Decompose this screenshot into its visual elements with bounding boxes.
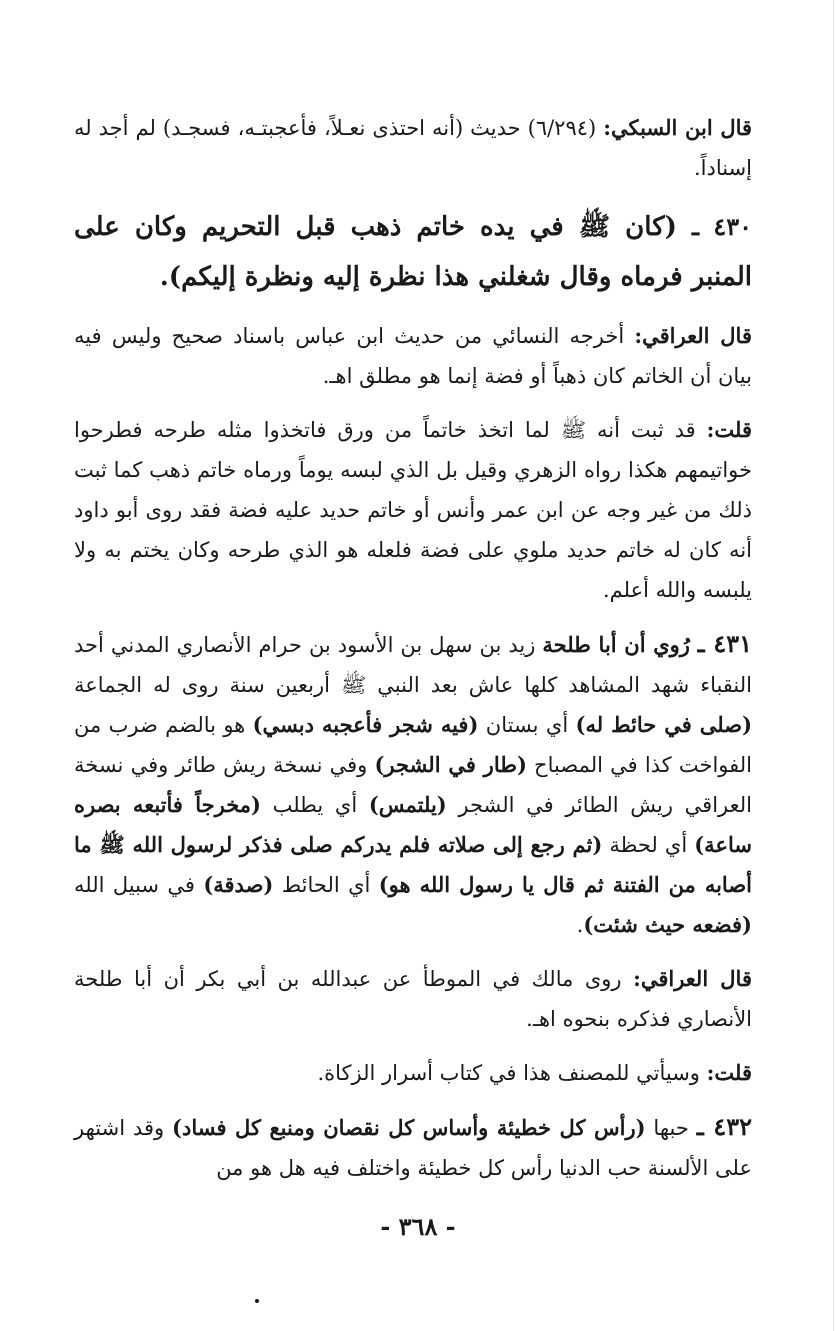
paragraph-text: أخرجه النسائي من حديث ابن عباس باسناد صحيح وليس فيه بيان أن الخاتم كان ذهباً أو فضة إنما هو مطلق اهـ. bbox=[74, 324, 752, 388]
book-page-body bbox=[74, 108, 752, 1202]
commentary-segment: في سبيل الله bbox=[74, 873, 204, 897]
bold-quote-segment: (فيه شجر فأعجبه دبسي) bbox=[252, 712, 479, 737]
bold-quote-segment: رُوي أن أبا طلحة bbox=[542, 632, 698, 657]
paragraph-text: وسيأتي للمصنف هذا في كتاب أسرار الزكاة. bbox=[317, 1061, 707, 1085]
bold-quote-segment: (فضعه حيث شئت) bbox=[583, 912, 752, 937]
commentary-segment: . bbox=[576, 913, 584, 937]
paragraph-text: (٦/٢٩٤) حديث (أنه احتذى نعـلاً، فأعجبتـه، فسجـد) لم أجد له إسناداً. bbox=[74, 116, 752, 180]
hadith-430 bbox=[74, 202, 752, 302]
paragraph-lead: قال العراقي: bbox=[634, 323, 752, 348]
hadith-text: (كان ﷺ في يده خاتم ذهب قبل التحريم وكان على المنبر فرماه وقال شغلني هذا نظرة إليه ونظرة إليكم). bbox=[74, 212, 752, 292]
commentary-segment: أي الحائط bbox=[273, 873, 379, 897]
bold-quote-segment: (ثم رجع إلى صلاته فلم يدركم صلى فذكر لرسول الله ﷺ ما أصابه من الفتنة ثم قال يا رسول الله هو) bbox=[74, 832, 752, 897]
hadith-number: ٤٣٠ ـ bbox=[691, 212, 752, 241]
hadith-431-body bbox=[74, 633, 752, 937]
page-edge-line bbox=[833, 0, 834, 1331]
bold-quote-segment: (طار في الشجر) bbox=[374, 752, 527, 777]
bold-quote-segment: (يلتمس) bbox=[368, 792, 447, 817]
hadith-number: ٤٣٢ ـ bbox=[696, 1112, 753, 1141]
paragraph-lead: قال العراقي: bbox=[633, 966, 752, 991]
paragraph-qultu-1 bbox=[74, 410, 752, 610]
commentary-segment: وفي نسخة ريش طائر وفي نسخة العراقي ريش الطائر في الشجر bbox=[74, 753, 753, 817]
paragraph-qultu-2 bbox=[74, 1053, 752, 1093]
hadith-431 bbox=[74, 624, 752, 945]
commentary-segment: أي بستان bbox=[478, 713, 576, 737]
hadith-number: ٤٣١ ـ bbox=[697, 629, 753, 658]
bold-quote-segment: (رأس كل خطيئة وأساس كل نقصان ومنبع كل فساد) bbox=[172, 1115, 646, 1140]
commentary-segment: زيد بن سهل بن الأسود بن حرام الأنصاري المدني أحد النقباء شهد المشاهد كلها عاش بعد النبي ﷺ أربعين سنة روى له الجماعة bbox=[74, 633, 752, 697]
stray-dot bbox=[255, 1299, 259, 1303]
bold-quote-segment: (صلى في حائط له) bbox=[575, 712, 753, 737]
paragraph-lead: قال ابن السبكي: bbox=[603, 115, 753, 140]
paragraph-text: روى مالك في الموطأ عن عبدالله بن أبي بكر أن أبا طلحة الأنصاري فذكره بنحوه اهـ. bbox=[74, 967, 752, 1031]
paragraph-iraqi-1 bbox=[74, 316, 752, 396]
paragraph-iraqi-2 bbox=[74, 959, 752, 1039]
commentary-segment: هو بالضم ضرب من الفواخت كذا في المصباح bbox=[74, 713, 752, 777]
paragraph-text: قد ثبت أنه ﷺ لما اتخذ خاتماً من ورق فاتخذوا مثله طرحه فطرحوا خواتيمهم هكذا رواه الزهري وقيل بل الذي لبسه يوماً ورماه خاتم ذهب كما ثبت ذلك من غير وجه عن ابن عمر وأنس أو خاتم حديد عليه فضة فقد روى أبو داود أنه كان له خاتم حديد ملوي على فضة فلعله هو الذي طرحه وكان يختم به ولا يلبسه والله أعلم. bbox=[74, 418, 752, 602]
bold-quote-segment: (صدقة) bbox=[203, 872, 274, 897]
commentary-segment: حبها bbox=[645, 1116, 697, 1140]
paragraph-lead: قلت: bbox=[706, 417, 752, 442]
hadith-432-body bbox=[74, 1116, 752, 1180]
paragraph-lead: قلت: bbox=[706, 1060, 752, 1085]
bold-quote-segment: (مخرجاً فأتبعه بصره ساعة) bbox=[74, 792, 752, 857]
commentary-segment: أي يطلب bbox=[260, 793, 369, 817]
commentary-segment: أي لحظة bbox=[602, 833, 695, 857]
paragraph-ibn-subki bbox=[74, 108, 752, 188]
commentary-segment: وقد اشتهر على الألسنة حب الدنيا رأس كل خطيئة واختلف فيه هل هو من bbox=[74, 1116, 752, 1180]
page-number: - ٣٦٨ - bbox=[380, 1212, 456, 1241]
hadith-432 bbox=[74, 1107, 752, 1188]
